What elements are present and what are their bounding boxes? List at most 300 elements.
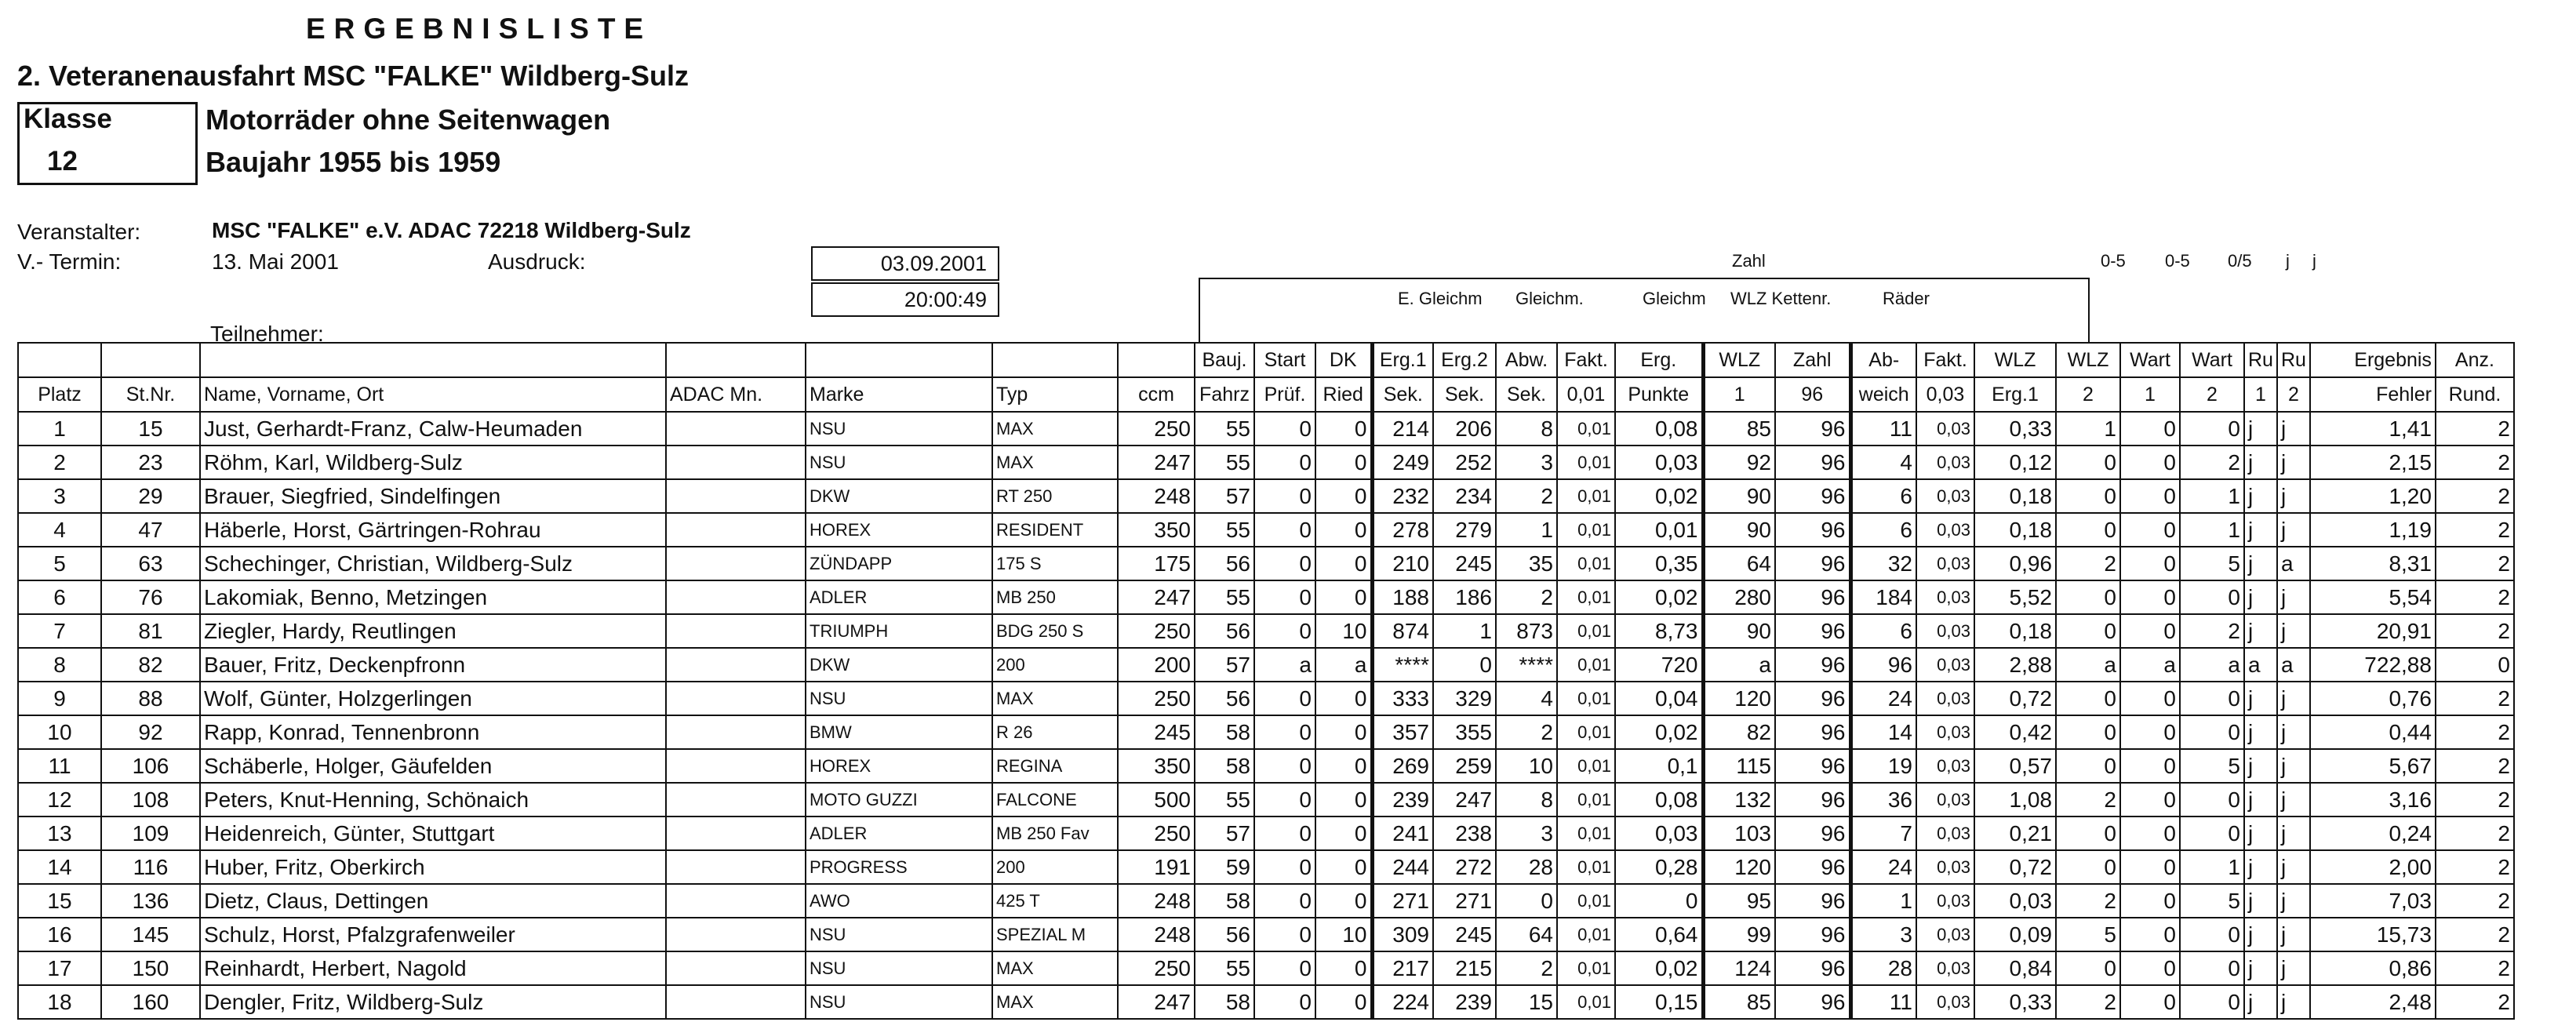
cell-marke: TRIUMPH xyxy=(806,614,992,648)
cell-dk-ried: 0 xyxy=(1315,850,1372,884)
cell-baujahr: 55 xyxy=(1195,412,1254,446)
cell-wlz1: a xyxy=(1703,648,1775,682)
gleichm-label: Gleichm. xyxy=(1515,289,1584,308)
cell-platz: 2 xyxy=(18,446,101,479)
cell-baujahr: 56 xyxy=(1195,682,1254,715)
cell-dk-ried: 0 xyxy=(1315,715,1372,749)
header-marke: Marke xyxy=(806,377,992,412)
cell-ru1: j xyxy=(2244,783,2277,817)
cell-wlz1: 115 xyxy=(1703,749,1775,783)
cell-ergebnis: 7,03 xyxy=(2310,884,2436,918)
cell-typ: MB 250 xyxy=(992,580,1118,614)
cell-ccm: 250 xyxy=(1118,817,1195,850)
header-abweich: weich xyxy=(1850,377,1916,412)
cell-erg-punkte: 0,28 xyxy=(1615,850,1703,884)
cell-adac-mn xyxy=(666,918,806,951)
cell-zahl: 96 xyxy=(1775,817,1850,850)
cell-marke: NSU xyxy=(806,918,992,951)
cell-erg-punkte: 0,02 xyxy=(1615,580,1703,614)
cell-ru1: j xyxy=(2244,817,2277,850)
cell-fakt2: 0,03 xyxy=(1916,749,1974,783)
cell-ergebnis: 15,73 xyxy=(2310,918,2436,951)
cell-abw: 1 xyxy=(1496,513,1557,547)
cell-dk-ried: 0 xyxy=(1315,783,1372,817)
cell-wlz-erg1: 0,33 xyxy=(1974,412,2056,446)
cell-fakt2: 0,03 xyxy=(1916,648,1974,682)
cell-erg-punkte: 0,02 xyxy=(1615,715,1703,749)
termin-label: V.- Termin: xyxy=(17,249,122,274)
cell-fakt1: 0,01 xyxy=(1557,446,1615,479)
cell-wlz2: 0 xyxy=(2056,580,2120,614)
cell-abweich: 96 xyxy=(1850,648,1916,682)
cell-erg1: 249 xyxy=(1372,446,1433,479)
cell-ru2: j xyxy=(2277,446,2310,479)
cell-name: Schulz, Horst, Pfalzgrafenweiler xyxy=(200,918,666,951)
cell-abweich: 11 xyxy=(1850,985,1916,1019)
header-ccm xyxy=(1118,343,1195,377)
cell-ccm: 250 xyxy=(1118,614,1195,648)
header-start-pruef: Start xyxy=(1254,343,1315,377)
cell-wlz-erg1: 0,18 xyxy=(1974,513,2056,547)
cell-typ: RT 250 xyxy=(992,479,1118,513)
cell-ru2: j xyxy=(2277,951,2310,985)
cell-wart1: 0 xyxy=(2120,446,2180,479)
cell-baujahr: 59 xyxy=(1195,850,1254,884)
header-fakt1: Fakt. xyxy=(1557,343,1615,377)
cell-abw: 2 xyxy=(1496,951,1557,985)
cell-ru1: j xyxy=(2244,446,2277,479)
cell-anz-rund: 2 xyxy=(2436,951,2514,985)
cell-st-nr: 116 xyxy=(101,850,200,884)
table-row xyxy=(18,580,2514,614)
cell-start-pruef: 0 xyxy=(1254,749,1315,783)
cell-erg-punkte: 0,02 xyxy=(1615,951,1703,985)
cell-erg-punkte: 0,08 xyxy=(1615,412,1703,446)
header-marke xyxy=(806,343,992,377)
cell-adac-mn xyxy=(666,749,806,783)
cell-typ: 200 xyxy=(992,648,1118,682)
cell-wlz-erg1: 0,12 xyxy=(1974,446,2056,479)
cell-wart1: 0 xyxy=(2120,918,2180,951)
cell-start-pruef: 0 xyxy=(1254,850,1315,884)
cell-erg2: 234 xyxy=(1433,479,1496,513)
header-ergebnis: Ergebnis xyxy=(2310,343,2436,377)
cell-st-nr: 23 xyxy=(101,446,200,479)
cell-erg2: 329 xyxy=(1433,682,1496,715)
zahl-label: Zahl xyxy=(1732,251,1766,271)
cell-wlz2: 0 xyxy=(2056,446,2120,479)
cell-name: Reinhardt, Herbert, Nagold xyxy=(200,951,666,985)
cell-fakt2: 0,03 xyxy=(1916,951,1974,985)
cell-ru1: a xyxy=(2244,648,2277,682)
teilnehmer-label: Teilnehmer: xyxy=(210,322,324,346)
range-label-3: 0/5 xyxy=(2228,251,2252,271)
cell-ru2: j xyxy=(2277,614,2310,648)
cell-marke: HOREX xyxy=(806,749,992,783)
cell-dk-ried: 0 xyxy=(1315,951,1372,985)
cell-marke: NSU xyxy=(806,412,992,446)
cell-erg2: 252 xyxy=(1433,446,1496,479)
cell-anz-rund: 0 xyxy=(2436,648,2514,682)
cell-wlz2: 0 xyxy=(2056,614,2120,648)
cell-ru2: j xyxy=(2277,850,2310,884)
cell-ccm: 250 xyxy=(1118,951,1195,985)
cell-erg2: 247 xyxy=(1433,783,1496,817)
cell-fakt2: 0,03 xyxy=(1916,817,1974,850)
cell-wart2: 0 xyxy=(2180,580,2244,614)
cell-ru2: j xyxy=(2277,817,2310,850)
header-erg2: Sek. xyxy=(1433,377,1496,412)
cell-zahl: 96 xyxy=(1775,749,1850,783)
cell-ergebnis: 0,24 xyxy=(2310,817,2436,850)
cell-adac-mn xyxy=(666,547,806,580)
cell-fakt2: 0,03 xyxy=(1916,580,1974,614)
cell-ergebnis: 1,20 xyxy=(2310,479,2436,513)
cell-ccm: 248 xyxy=(1118,918,1195,951)
cell-ru2: j xyxy=(2277,580,2310,614)
cell-abw: 28 xyxy=(1496,850,1557,884)
cell-wlz1: 132 xyxy=(1703,783,1775,817)
header-wlz-erg1: WLZ xyxy=(1974,343,2056,377)
cell-baujahr: 58 xyxy=(1195,985,1254,1019)
cell-adac-mn xyxy=(666,783,806,817)
cell-wart1: 0 xyxy=(2120,614,2180,648)
cell-abweich: 11 xyxy=(1850,412,1916,446)
header-fakt1: 0,01 xyxy=(1557,377,1615,412)
cell-dk-ried: 0 xyxy=(1315,985,1372,1019)
cell-start-pruef: 0 xyxy=(1254,951,1315,985)
cell-baujahr: 57 xyxy=(1195,817,1254,850)
cell-wlz2: 0 xyxy=(2056,850,2120,884)
cell-fakt1: 0,01 xyxy=(1557,985,1615,1019)
cell-zahl: 96 xyxy=(1775,580,1850,614)
cell-wart2: 0 xyxy=(2180,682,2244,715)
header-ergebnis: Fehler xyxy=(2310,377,2436,412)
header-zahl: Zahl xyxy=(1775,343,1850,377)
cell-baujahr: 55 xyxy=(1195,513,1254,547)
cell-wlz2: 0 xyxy=(2056,682,2120,715)
cell-marke: HOREX xyxy=(806,513,992,547)
cell-erg2: 238 xyxy=(1433,817,1496,850)
cell-wart1: 0 xyxy=(2120,985,2180,1019)
cell-platz: 11 xyxy=(18,749,101,783)
j-label-2: j xyxy=(2312,251,2316,271)
cell-start-pruef: 0 xyxy=(1254,783,1315,817)
cell-ccm: 247 xyxy=(1118,446,1195,479)
cell-wlz2: 0 xyxy=(2056,749,2120,783)
header-erg1: Erg.1 xyxy=(1372,343,1433,377)
header-wlz1: WLZ xyxy=(1703,343,1775,377)
cell-anz-rund: 2 xyxy=(2436,884,2514,918)
cell-platz: 1 xyxy=(18,412,101,446)
cell-zahl: 96 xyxy=(1775,682,1850,715)
cell-ru1: j xyxy=(2244,918,2277,951)
cell-typ: MAX xyxy=(992,985,1118,1019)
cell-adac-mn xyxy=(666,614,806,648)
cell-wart2: 0 xyxy=(2180,985,2244,1019)
cell-wart2: 2 xyxy=(2180,446,2244,479)
cell-anz-rund: 2 xyxy=(2436,682,2514,715)
cell-erg-punkte: 0,1 xyxy=(1615,749,1703,783)
cell-baujahr: 55 xyxy=(1195,783,1254,817)
cell-abw: **** xyxy=(1496,648,1557,682)
cell-typ: MAX xyxy=(992,951,1118,985)
cell-erg2: 245 xyxy=(1433,918,1496,951)
cell-ergebnis: 8,31 xyxy=(2310,547,2436,580)
header-start-pruef: Prüf. xyxy=(1254,377,1315,412)
table-row xyxy=(18,715,2514,749)
cell-platz: 16 xyxy=(18,918,101,951)
cell-fakt2: 0,03 xyxy=(1916,446,1974,479)
cell-st-nr: 108 xyxy=(101,783,200,817)
cell-anz-rund: 2 xyxy=(2436,479,2514,513)
header-erg1: Sek. xyxy=(1372,377,1433,412)
cell-ru2: j xyxy=(2277,479,2310,513)
cell-fakt1: 0,01 xyxy=(1557,682,1615,715)
cell-dk-ried: 0 xyxy=(1315,479,1372,513)
table-row xyxy=(18,918,2514,951)
cell-ergebnis: 3,16 xyxy=(2310,783,2436,817)
cell-name: Peters, Knut-Henning, Schönaich xyxy=(200,783,666,817)
cell-wart1: 0 xyxy=(2120,817,2180,850)
cell-wlz2: 0 xyxy=(2056,951,2120,985)
cell-erg1: 357 xyxy=(1372,715,1433,749)
cell-fakt2: 0,03 xyxy=(1916,715,1974,749)
cell-zahl: 96 xyxy=(1775,985,1850,1019)
cell-erg2: 186 xyxy=(1433,580,1496,614)
cell-ru1: j xyxy=(2244,513,2277,547)
header-wlz-erg1: Erg.1 xyxy=(1974,377,2056,412)
cell-ergebnis: 1,19 xyxy=(2310,513,2436,547)
cell-anz-rund: 2 xyxy=(2436,918,2514,951)
cell-st-nr: 150 xyxy=(101,951,200,985)
cell-erg-punkte: 720 xyxy=(1615,648,1703,682)
cell-typ: MAX xyxy=(992,682,1118,715)
cell-erg2: 206 xyxy=(1433,412,1496,446)
cell-baujahr: 58 xyxy=(1195,884,1254,918)
cell-baujahr: 56 xyxy=(1195,918,1254,951)
cell-wlz2: 2 xyxy=(2056,985,2120,1019)
cell-wart2: 1 xyxy=(2180,513,2244,547)
cell-fakt1: 0,01 xyxy=(1557,580,1615,614)
cell-typ: REGINA xyxy=(992,749,1118,783)
cell-fakt1: 0,01 xyxy=(1557,412,1615,446)
cell-name: Dietz, Claus, Dettingen xyxy=(200,884,666,918)
cell-abweich: 24 xyxy=(1850,682,1916,715)
cell-name: Just, Gerhardt-Franz, Calw-Heumaden xyxy=(200,412,666,446)
cell-baujahr: 55 xyxy=(1195,951,1254,985)
cell-wlz-erg1: 0,18 xyxy=(1974,614,2056,648)
cell-erg-punkte: 0,64 xyxy=(1615,918,1703,951)
cell-marke: NSU xyxy=(806,985,992,1019)
cell-ru2: a xyxy=(2277,547,2310,580)
cell-erg1: 232 xyxy=(1372,479,1433,513)
cell-fakt2: 0,03 xyxy=(1916,614,1974,648)
cell-adac-mn xyxy=(666,682,806,715)
cell-platz: 13 xyxy=(18,817,101,850)
cell-ru1: j xyxy=(2244,715,2277,749)
cell-wart2: 0 xyxy=(2180,918,2244,951)
header-row xyxy=(18,343,2514,377)
table-row xyxy=(18,412,2514,446)
cell-st-nr: 81 xyxy=(101,614,200,648)
cell-wart1: 0 xyxy=(2120,580,2180,614)
cell-ru1: j xyxy=(2244,884,2277,918)
cell-fakt1: 0,01 xyxy=(1557,513,1615,547)
cell-erg2: 279 xyxy=(1433,513,1496,547)
cell-abw: 873 xyxy=(1496,614,1557,648)
cell-platz: 4 xyxy=(18,513,101,547)
cell-wlz2: a xyxy=(2056,648,2120,682)
header-platz xyxy=(18,343,101,377)
cell-typ: MB 250 Fav xyxy=(992,817,1118,850)
cell-ccm: 175 xyxy=(1118,547,1195,580)
cell-erg2: 355 xyxy=(1433,715,1496,749)
cell-ru1: j xyxy=(2244,547,2277,580)
cell-platz: 12 xyxy=(18,783,101,817)
cell-ergebnis: 2,00 xyxy=(2310,850,2436,884)
cell-marke: NSU xyxy=(806,682,992,715)
cell-zahl: 96 xyxy=(1775,614,1850,648)
cell-anz-rund: 2 xyxy=(2436,580,2514,614)
cell-platz: 17 xyxy=(18,951,101,985)
table-row xyxy=(18,985,2514,1019)
table-row xyxy=(18,513,2514,547)
cell-erg1: 269 xyxy=(1372,749,1433,783)
cell-erg1: 333 xyxy=(1372,682,1433,715)
cell-erg2: 259 xyxy=(1433,749,1496,783)
cell-erg-punkte: 0 xyxy=(1615,884,1703,918)
cell-adac-mn xyxy=(666,884,806,918)
table-row xyxy=(18,479,2514,513)
cell-wart2: 5 xyxy=(2180,749,2244,783)
raeder-label: Räder xyxy=(1883,289,1930,308)
cell-abweich: 19 xyxy=(1850,749,1916,783)
cell-ergebnis: 2,15 xyxy=(2310,446,2436,479)
cell-baujahr: 58 xyxy=(1195,749,1254,783)
cell-baujahr: 56 xyxy=(1195,547,1254,580)
cell-erg2: 215 xyxy=(1433,951,1496,985)
table-row xyxy=(18,783,2514,817)
cell-marke: ADLER xyxy=(806,817,992,850)
cell-st-nr: 106 xyxy=(101,749,200,783)
cell-name: Schechinger, Christian, Wildberg-Sulz xyxy=(200,547,666,580)
cell-wlz-erg1: 0,57 xyxy=(1974,749,2056,783)
cell-marke: DKW xyxy=(806,648,992,682)
cell-erg2: 271 xyxy=(1433,884,1496,918)
cell-fakt1: 0,01 xyxy=(1557,749,1615,783)
cell-marke: MOTO GUZZI xyxy=(806,783,992,817)
cell-start-pruef: 0 xyxy=(1254,884,1315,918)
cell-erg1: 244 xyxy=(1372,850,1433,884)
cell-name: Lakomiak, Benno, Metzingen xyxy=(200,580,666,614)
cell-ru1: j xyxy=(2244,682,2277,715)
cell-start-pruef: a xyxy=(1254,648,1315,682)
cell-dk-ried: 0 xyxy=(1315,547,1372,580)
cell-wlz-erg1: 0,33 xyxy=(1974,985,2056,1019)
cell-ru2: j xyxy=(2277,682,2310,715)
cell-wlz-erg1: 5,52 xyxy=(1974,580,2056,614)
cell-marke: BMW xyxy=(806,715,992,749)
cell-erg2: 245 xyxy=(1433,547,1496,580)
cell-abw: 8 xyxy=(1496,783,1557,817)
cell-dk-ried: 0 xyxy=(1315,412,1372,446)
cell-st-nr: 82 xyxy=(101,648,200,682)
cell-marke: AWO xyxy=(806,884,992,918)
cell-dk-ried: 10 xyxy=(1315,918,1372,951)
cell-start-pruef: 0 xyxy=(1254,547,1315,580)
cell-adac-mn xyxy=(666,985,806,1019)
cell-wart2: 5 xyxy=(2180,547,2244,580)
cell-adac-mn xyxy=(666,951,806,985)
cell-abw: 35 xyxy=(1496,547,1557,580)
cell-erg2: 1 xyxy=(1433,614,1496,648)
cell-st-nr: 109 xyxy=(101,817,200,850)
cell-fakt2: 0,03 xyxy=(1916,547,1974,580)
cell-abw: 10 xyxy=(1496,749,1557,783)
cell-ccm: 191 xyxy=(1118,850,1195,884)
header-baujahr: Fahrz xyxy=(1195,377,1254,412)
results-table xyxy=(17,342,2515,1020)
cell-erg-punkte: 0,01 xyxy=(1615,513,1703,547)
table-row xyxy=(18,614,2514,648)
cell-wart2: 0 xyxy=(2180,817,2244,850)
header-abweich: Ab- xyxy=(1850,343,1916,377)
cell-wlz-erg1: 0,18 xyxy=(1974,479,2056,513)
cell-platz: 7 xyxy=(18,614,101,648)
cell-ru1: j xyxy=(2244,580,2277,614)
cell-erg-punkte: 0,03 xyxy=(1615,446,1703,479)
cell-ccm: 248 xyxy=(1118,884,1195,918)
header-dk-ried: DK xyxy=(1315,343,1372,377)
cell-fakt2: 0,03 xyxy=(1916,884,1974,918)
cell-marke: ZÜNDAPP xyxy=(806,547,992,580)
cell-start-pruef: 0 xyxy=(1254,513,1315,547)
cell-wart2: a xyxy=(2180,648,2244,682)
cell-anz-rund: 2 xyxy=(2436,749,2514,783)
cell-marke: NSU xyxy=(806,446,992,479)
veranstalter-label: Veranstalter: xyxy=(17,220,141,244)
cell-platz: 3 xyxy=(18,479,101,513)
cell-fakt1: 0,01 xyxy=(1557,850,1615,884)
header-typ: Typ xyxy=(992,377,1118,412)
cell-ru2: j xyxy=(2277,513,2310,547)
cell-wart1: 0 xyxy=(2120,715,2180,749)
cell-ccm: 247 xyxy=(1118,580,1195,614)
cell-adac-mn xyxy=(666,412,806,446)
cell-ru1: j xyxy=(2244,850,2277,884)
cell-wlz1: 85 xyxy=(1703,412,1775,446)
ausdruck-label: Ausdruck: xyxy=(488,249,586,274)
cell-dk-ried: 0 xyxy=(1315,513,1372,547)
cell-dk-ried: 0 xyxy=(1315,817,1372,850)
table-row xyxy=(18,850,2514,884)
table-row xyxy=(18,749,2514,783)
range-label-2: 0-5 xyxy=(2165,251,2190,271)
cell-wlz-erg1: 0,72 xyxy=(1974,850,2056,884)
cell-ccm: 500 xyxy=(1118,783,1195,817)
group-header-frame xyxy=(1199,278,2090,344)
veranstalter-value: MSC "FALKE" e.V. ADAC 72218 Wildberg-Sulz xyxy=(212,218,691,242)
cell-anz-rund: 2 xyxy=(2436,412,2514,446)
cell-st-nr: 76 xyxy=(101,580,200,614)
cell-ru2: a xyxy=(2277,648,2310,682)
cell-name: Häberle, Horst, Gärtringen-Rohrau xyxy=(200,513,666,547)
cell-st-nr: 136 xyxy=(101,884,200,918)
cell-wart1: 0 xyxy=(2120,682,2180,715)
cell-name: Rapp, Konrad, Tennenbronn xyxy=(200,715,666,749)
cell-abweich: 32 xyxy=(1850,547,1916,580)
